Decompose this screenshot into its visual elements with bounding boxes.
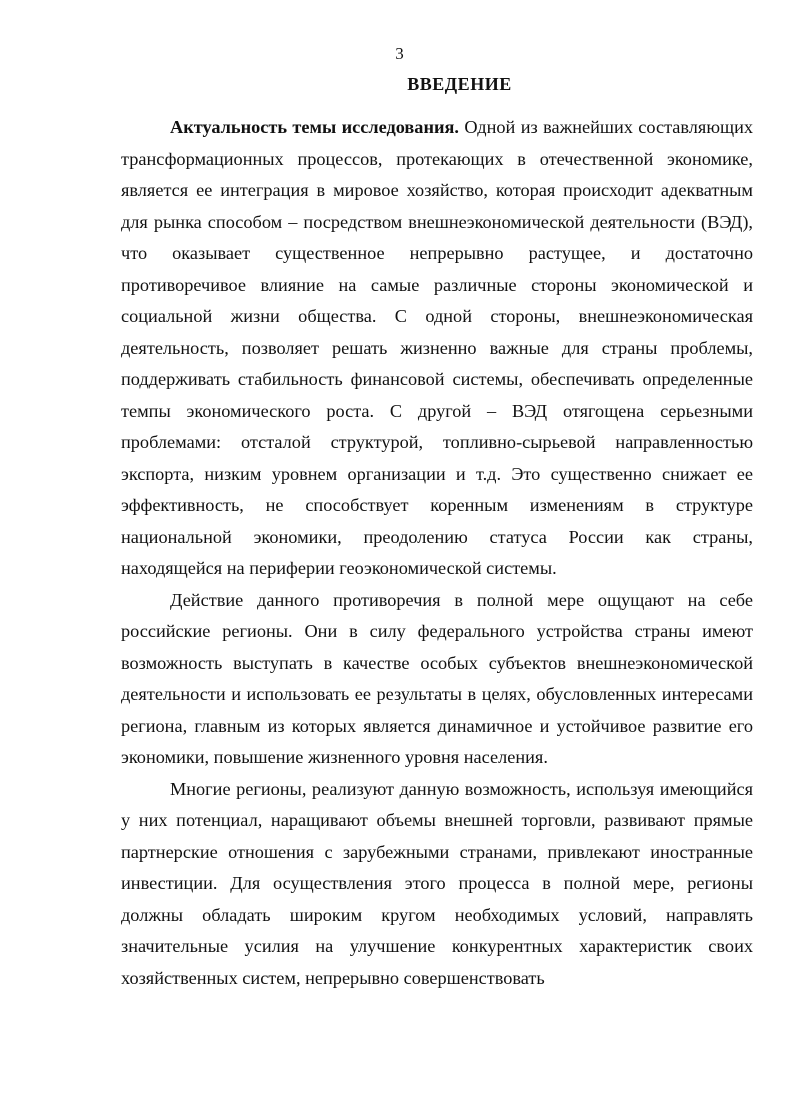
section-title: ВВЕДЕНИЕ [407, 74, 512, 94]
paragraph-lead: Актуальность темы исследования. [170, 117, 459, 137]
body-text [121, 112, 753, 994]
page-number: 3 [395, 44, 404, 63]
paragraph-text: Одной из важнейших составляющих трансформационных процессов, протекающих в отечественной экономике, является ее интеграция в мировое хозяйство, которая происходит адекватным для рынка способом – посредством внешнеэкономической деятельности (ВЭД), что оказывает существенное непрерывно растущее, и достаточно противоречивое влияние на самые различные стороны экономической и социальной жизни общества. С одной стороны, внешнеэкономическая деятельность, позволяет решать жизненно важные для страны проблемы, поддерживать стабильность финансовой системы, обеспечивать определенные темпы экономического роста. С другой – ВЭД отягощена серьезными проблемами: отсталой структурой, топливно-сырьевой направленностью экспорта, низким уровнем организации и т.д. Это существенно снижает ее эффективность, не способствует коренным изменениям в структуре национальной экономики, преодолению статуса России как страны, находящейся на периферии геоэкономической системы. [121, 117, 753, 578]
paragraph-regions: Действие данного противоречия в полной мере ощущают на себе российские регионы. Они в силу федерального устройства страны имеют возможность выступать в качестве особых субъектов внешнеэкономической деятельности и использовать ее результаты в целях, обусловленных интересами региона, главным из которых является динамичное и устойчивое развитие его экономики, повышение жизненного уровня населения. [121, 589, 753, 767]
paragraph-opportunities: Многие регионы, реализуют данную возможность, используя имеющийся у них потенциал, наращивают объемы внешней торговли, развивают прямые партнерские отношения с зарубежными странами, привлекают иностранные инвестиции. Для осуществления этого процесса в полной мере, регионы должны обладать широким кругом необходимых условий, направлять значительные усилия на улучшение конкурентных характеристик своих хозяйственных систем, непрерывно совершенствовать [121, 778, 753, 988]
paragraph-relevance [121, 112, 753, 585]
